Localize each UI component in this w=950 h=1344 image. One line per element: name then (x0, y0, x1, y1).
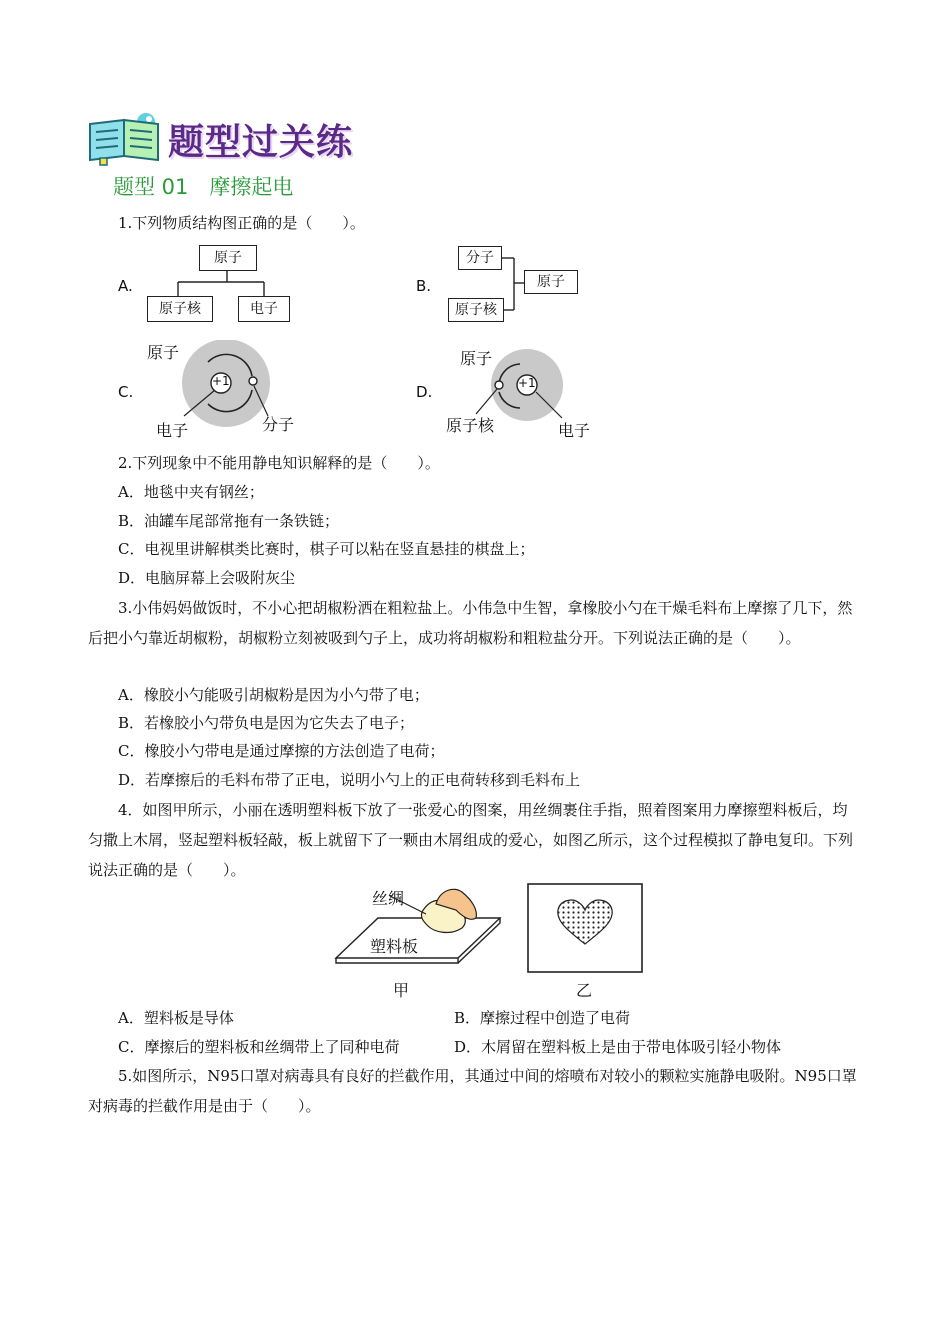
question-4-stem: 4．如图甲所示，小丽在透明塑料板下放了一张爱心的图案，用丝绸裹住手指，照着图案用力摩擦塑料板后，均匀撒上木屑，竖起塑料板轻敲，板上就留下了一颗由木屑组成的爱心，如图乙所示，这个过程模拟了静电复印。下列说法正确的是（ ）。 (88, 801, 854, 879)
q1-b-box-molecule: 分子 (458, 246, 502, 270)
q1-d-center-charge: +1 (518, 376, 536, 390)
q4-caption-yi: 乙 (576, 981, 593, 1000)
q4-label-plastic-plate: 塑料板 (370, 937, 419, 956)
q4-option-b: B．摩擦过程中创造了电荷 (454, 1009, 631, 1027)
q3-option-d: D．若摩擦后的毛料布带了正电，说明小勺上的正电荷转移到毛料布上 (118, 771, 581, 789)
q1-c-center-charge: +1 (212, 374, 230, 388)
q3-option-a: A．橡胶小勺能吸引胡椒粉是因为小勺带了电； (118, 686, 429, 704)
q4-option-c: C．摩擦后的塑料板和丝绸带上了同种电荷 (118, 1038, 400, 1056)
q4-caption-jia: 甲 (393, 981, 410, 1000)
question-2-stem: 2.下列现象中不能用静电知识解释的是（ ）。 (118, 454, 440, 472)
q2-option-d: D．电脑屏幕上会吸附灰尘 (118, 569, 296, 587)
question-3-stem: 3.小伟妈妈做饭时，不小心把胡椒粉洒在粗粒盐上。小伟急中生智，拿橡胶小勺在干燥毛料布上摩擦了几下，然后把小勺靠近胡椒粉，胡椒粉立刻被吸到勺子上，成功将胡椒粉和粗粒盐分开。下列说法正确的是（ ）。 (88, 599, 853, 647)
q1-option-c-letter: C. (118, 383, 134, 401)
q1-option-a-letter: A. (118, 277, 133, 295)
q4-option-a: A．塑料板是导体 (118, 1009, 234, 1027)
q4-label-silk: 丝绸 (372, 889, 405, 908)
q1-d-title: 原子 (460, 349, 493, 368)
q1-d-label-electron: 电子 (558, 421, 591, 440)
q1-option-d-letter: D. (416, 383, 433, 401)
q1-c-label-electron: 电子 (156, 421, 189, 440)
q1-d-label-nucleus: 原子核 (446, 416, 495, 435)
q1-b-box-nucleus: 原子核 (448, 298, 504, 322)
q3-option-b: B．若橡胶小勺带负电是因为它失去了电子； (118, 714, 415, 732)
q2-option-c: C．电视里讲解棋类比赛时，棋子可以粘在竖直悬挂的棋盘上； (118, 540, 535, 558)
q4-option-d: D．木屑留在塑料板上是由于带电体吸引轻小物体 (454, 1038, 782, 1056)
q1-a-box-atom: 原子 (199, 245, 257, 271)
q4-fig-yi-heart-plate (526, 880, 646, 980)
q2-option-b: B．油罐车尾部常拖有一条铁链； (118, 512, 340, 530)
section-title: 题型 01 摩擦起电 (113, 175, 294, 199)
q1-b-box-atom: 原子 (524, 270, 578, 294)
banner-title: 题型过关练 (168, 122, 354, 163)
q1-a-box-nucleus: 原子核 (147, 296, 213, 322)
question-1-stem: 1.下列物质结构图正确的是（ ）。 (118, 214, 365, 232)
q3-option-c: C．橡胶小勺带电是通过摩擦的方法创造了电荷； (118, 742, 445, 760)
q4-fig-jia-plate-and-hand (330, 880, 510, 970)
q1-c-title: 原子 (147, 343, 180, 362)
question-5-stem: 5.如图所示，N95口罩对病毒具有良好的拦截作用，其通过中间的熔喷布对较小的颗粒实施静电吸附。N95口罩对病毒的拦截作用是由于（ ）。 (88, 1067, 857, 1115)
q1-a-box-electron: 电子 (238, 296, 290, 322)
q2-option-a: A．地毯中夹有钢丝； (118, 483, 264, 501)
banner-book-icon (86, 110, 166, 166)
q1-option-b-letter: B. (416, 277, 432, 295)
q1-c-label-molecule: 分子 (262, 415, 295, 434)
